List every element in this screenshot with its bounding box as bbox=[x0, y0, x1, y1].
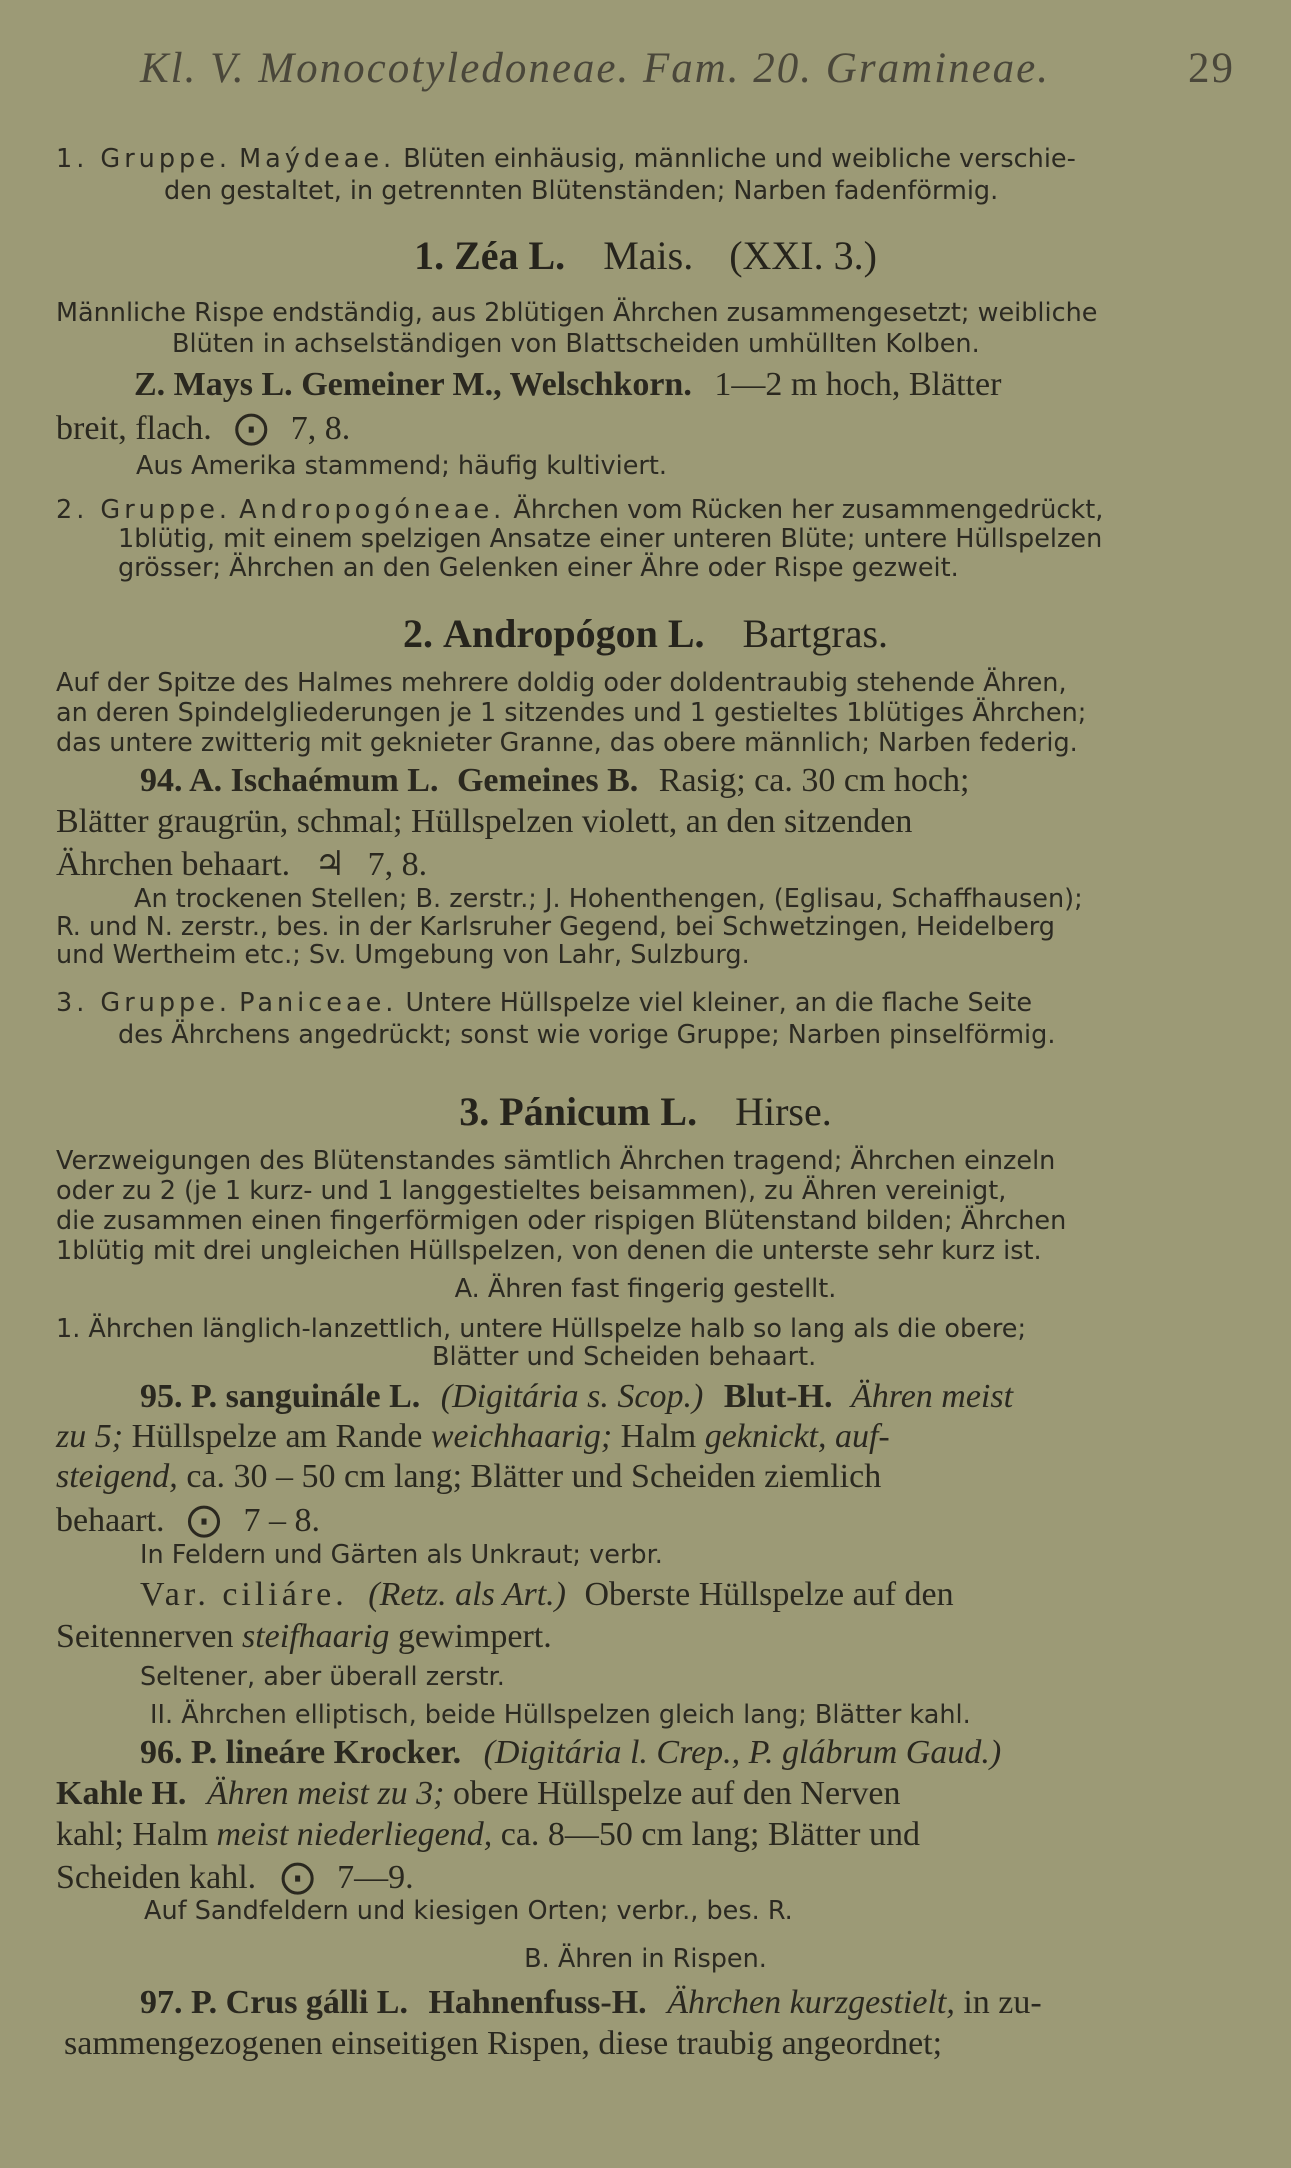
variety-desc: Seitennerven bbox=[56, 1618, 234, 1655]
genus-author: L. bbox=[660, 1089, 698, 1134]
species96-line1 bbox=[140, 1734, 1291, 1772]
species96-habitat: Auf Sandfeldern und kiesigen Orten; verbr., bes. R. bbox=[144, 1896, 793, 1926]
genus-author: L. bbox=[667, 611, 705, 656]
genus-common-name: Bartgras. bbox=[742, 611, 889, 656]
species-desc: Ährchen behaart. bbox=[56, 846, 291, 883]
genus-common-name: Hirse. bbox=[735, 1089, 832, 1134]
species-name: 96. P. lineáre Krocker. bbox=[140, 1734, 462, 1771]
species-desc: meist niederliegend, bbox=[216, 1816, 493, 1853]
species-desc: Scheiden kahl. bbox=[56, 1859, 257, 1896]
genus-author: L. bbox=[528, 233, 566, 278]
species-synonym: (Digitária l. Crep., P. glábrum Gaud.) bbox=[483, 1734, 1002, 1771]
genus-linne-class: (XXI. 3.) bbox=[729, 233, 877, 278]
genus-heading-zea bbox=[0, 232, 1291, 279]
genus-name: Pánicum bbox=[499, 1089, 651, 1134]
running-head bbox=[140, 44, 1235, 94]
genus2-desc2: an deren Spindelgliederungen je 1 sitzendes und 1 gestieltes 1blütiges Ährchen; bbox=[56, 698, 1087, 728]
group2-name: Andropogóneae. bbox=[239, 495, 506, 525]
species94-line1 bbox=[140, 762, 1291, 800]
species95-line3 bbox=[56, 1458, 1291, 1496]
genus-name: Zéa bbox=[454, 233, 519, 278]
genus1-desc1: Männliche Rispe endständig, aus 2blütigen Ährchen zusammengesetzt; weibliche bbox=[56, 298, 1098, 328]
species94-line3 bbox=[56, 844, 1291, 884]
group1-line1 bbox=[56, 144, 1291, 174]
species-name: 95. P. sanguinále L. bbox=[140, 1378, 421, 1415]
species94-habitat2: R. und N. zerstr., bes. in der Karlsruher Gegend, bei Schwetzingen, Heidelberg bbox=[56, 912, 1055, 942]
habitat-text: J. Hohenthengen, (Eglisau, Schaffhausen); bbox=[545, 884, 1083, 914]
group1-line2: den gestaltet, in getrennten Blütenständen; Narben fadenförmig. bbox=[164, 176, 999, 206]
species-desc: behaart. bbox=[56, 1502, 165, 1539]
group1-label: 1. Gruppe. bbox=[56, 144, 232, 174]
habitat-text: B. zerstr.; bbox=[415, 884, 537, 914]
var-ciliare-habitat: Seltener, aber überall zerstr. bbox=[140, 1662, 505, 1692]
species-name: 97. P. Crus gálli L. bbox=[140, 1984, 408, 2021]
species-desc: Rasig; ca. 30 cm hoch; bbox=[658, 762, 970, 799]
group2-label: 2. Gruppe. bbox=[56, 495, 232, 525]
variety-desc: gewimpert. bbox=[397, 1618, 552, 1655]
species95-habitat: In Feldern und Gärten als Unkraut; verbr. bbox=[140, 1540, 663, 1570]
species-desc: Ährchen kurzgestielt, bbox=[667, 1984, 955, 2021]
genus-common-name: Mais. bbox=[603, 233, 694, 278]
species95-line4 bbox=[56, 1500, 1291, 1540]
species95-line1 bbox=[140, 1378, 1291, 1416]
species-desc: obere Hüllspelze auf den Nerven bbox=[453, 1775, 901, 1812]
species94-line2: Blätter graugrün, schmal; Hüllspelzen violett, an den sitzenden bbox=[56, 803, 913, 840]
genus-heading-andropogon bbox=[0, 610, 1291, 657]
annual-symbol-icon: ⨀ bbox=[187, 1500, 222, 1540]
group3-line2: des Ährchens angedrückt; sonst wie vorige Gruppe; Narben pinselförmig. bbox=[118, 1020, 1056, 1050]
variety-name: Var. ciliáre. bbox=[140, 1576, 348, 1613]
species96-line4 bbox=[56, 1857, 1291, 1897]
species-common-name: Gemeiner M., Welschkorn. bbox=[301, 366, 692, 403]
species-common-name: Hahnenfuss-H. bbox=[428, 1984, 647, 2021]
habitat-text: An trockenen Stellen; bbox=[134, 884, 408, 914]
species-desc: 1—2 m hoch, Blätter bbox=[714, 366, 1002, 403]
species-desc: ca. 8—50 cm lang; Blätter und bbox=[500, 1816, 920, 1853]
page-number: 29 bbox=[1188, 45, 1235, 92]
species-desc: zu 5; bbox=[56, 1418, 124, 1455]
var-ciliare-line2 bbox=[56, 1618, 1291, 1656]
group1-text: Blüten einhäusig, männliche und weibliche verschie- bbox=[403, 144, 1076, 174]
species-desc: kahl; Halm bbox=[56, 1816, 209, 1853]
annual-symbol-icon: ⨀ bbox=[280, 1857, 315, 1897]
running-head-title: Kl. V. Monocotyledoneae. Fam. 20. Gramineae. bbox=[140, 45, 1051, 92]
species-common-name: Kahle H. bbox=[56, 1775, 187, 1812]
variety-desc: Oberste Hüllspelze auf den bbox=[584, 1576, 954, 1613]
perennial-symbol-icon: ♃ bbox=[314, 844, 346, 884]
species97-line2: sammengezogenen einseitigen Rispen, diese traubig angeordnet; bbox=[64, 2025, 943, 2062]
species-mays-line1 bbox=[134, 366, 1291, 404]
species-name: Z. Mays L. bbox=[134, 366, 293, 403]
species-desc: breit, flach. bbox=[56, 410, 212, 447]
species-mays-habitat: Aus Amerika stammend; häufig kultiviert. bbox=[136, 451, 667, 481]
group2-line2: 1blütig, mit einem spelzigen Ansatze einer unteren Blüte; untere Hüllspelzen bbox=[118, 524, 1103, 554]
flowering-months: 7 – 8. bbox=[243, 1502, 321, 1539]
species95-line2 bbox=[56, 1418, 1291, 1456]
species-mays-line2 bbox=[56, 408, 1291, 448]
group3-name: Paniceae. bbox=[239, 988, 398, 1018]
species97-line1 bbox=[140, 1984, 1291, 2022]
genus3-desc3: die zusammen einen fingerförmigen oder rispigen Blütenstand bilden; Ährchen bbox=[56, 1206, 1067, 1236]
section-a-heading: A. Ähren fast fingerig gestellt. bbox=[454, 1274, 837, 1304]
species96-line3 bbox=[56, 1816, 1291, 1854]
species-desc: in zu- bbox=[963, 1984, 1042, 2021]
genus1-desc2: Blüten in achselständigen von Blattscheiden umhüllten Kolben. bbox=[172, 329, 980, 359]
section-b-heading: B. Ähren in Rispen. bbox=[524, 1944, 767, 1974]
variety-desc: steifhaarig bbox=[242, 1618, 390, 1655]
flowering-months: 7—9. bbox=[337, 1859, 414, 1896]
genus-heading-panicum bbox=[0, 1088, 1291, 1135]
flowering-months: 7, 8. bbox=[367, 846, 428, 883]
genus3-desc4: 1blütig mit drei ungleichen Hüllspelzen, von denen die unterste sehr kurz ist. bbox=[56, 1236, 1042, 1266]
species-desc: weichhaarig; bbox=[430, 1418, 613, 1455]
species94-habitat1 bbox=[134, 884, 1291, 914]
flowering-months: 7, 8. bbox=[290, 410, 351, 447]
group2-line3: grösser; Ährchen an den Gelenken einer Ähre oder Rispe gezweit. bbox=[118, 553, 959, 583]
genus3-desc2: oder zu 2 (je 1 kurz- und 1 langgestieltes beisammen), zu Ähren vereinigt, bbox=[56, 1176, 1007, 1206]
species-desc: ca. 30 – 50 cm lang; Blätter und Scheiden ziemlich bbox=[186, 1458, 882, 1495]
group3-line1 bbox=[56, 988, 1291, 1018]
species94-habitat3: und Wertheim etc.; Sv. Umgebung von Lahr, Sulzburg. bbox=[56, 940, 750, 970]
species96-line2 bbox=[56, 1775, 1291, 1813]
species-desc: Ähren meist zu 3; bbox=[206, 1775, 445, 1812]
genus-number: 1. bbox=[414, 233, 445, 278]
annual-symbol-icon: ⨀ bbox=[234, 408, 269, 448]
genus2-desc3: das untere zwitterig mit geknieter Granne, das obere männlich; Narben federig. bbox=[56, 728, 1078, 758]
group1-name: Maýdeae. bbox=[239, 144, 396, 174]
subsection-1-line2: Blätter und Scheiden behaart. bbox=[432, 1342, 817, 1372]
genus-number: 2. bbox=[402, 611, 433, 656]
subsection-2: II. Ährchen elliptisch, beide Hüllspelzen gleich lang; Blätter kahl. bbox=[150, 1700, 971, 1730]
species-name: 94. A. Ischaémum L. bbox=[140, 762, 439, 799]
species-common-name: Blut-H. bbox=[723, 1378, 833, 1415]
species-desc: Hüllspelze am Rande bbox=[131, 1418, 423, 1455]
genus-number: 3. bbox=[459, 1089, 490, 1134]
genus-name: Andropógon bbox=[442, 611, 658, 656]
genus3-desc1: Verzweigungen des Blütenstandes sämtlich Ährchen tragend; Ährchen einzeln bbox=[56, 1146, 1056, 1176]
genus2-desc1: Auf der Spitze des Halmes mehrere doldig oder doldentraubig stehende Ähren, bbox=[56, 668, 1067, 698]
variety-synonym: (Retz. als Art.) bbox=[368, 1576, 566, 1613]
group2-text: Ährchen vom Rücken her zusammengedrückt, bbox=[513, 495, 1104, 525]
species-common-name: Gemeines B. bbox=[456, 762, 639, 799]
group3-label: 3. Gruppe. bbox=[56, 988, 232, 1018]
var-ciliare-line1 bbox=[140, 1576, 1291, 1614]
subsection-1-line1: 1. Ährchen länglich-lanzettlich, untere Hüllspelze halb so lang als die obere; bbox=[56, 1314, 1027, 1344]
group3-text: Untere Hüllspelze viel kleiner, an die flache Seite bbox=[405, 988, 1033, 1018]
species-desc: Halm bbox=[620, 1418, 697, 1455]
species-synonym: (Digitária s. Scop.) bbox=[440, 1378, 704, 1415]
species-desc: steigend, bbox=[56, 1458, 178, 1495]
species-desc: geknickt, auf- bbox=[704, 1418, 890, 1455]
group2-line1 bbox=[56, 495, 1291, 525]
species-desc: Ähren meist bbox=[850, 1378, 1014, 1415]
